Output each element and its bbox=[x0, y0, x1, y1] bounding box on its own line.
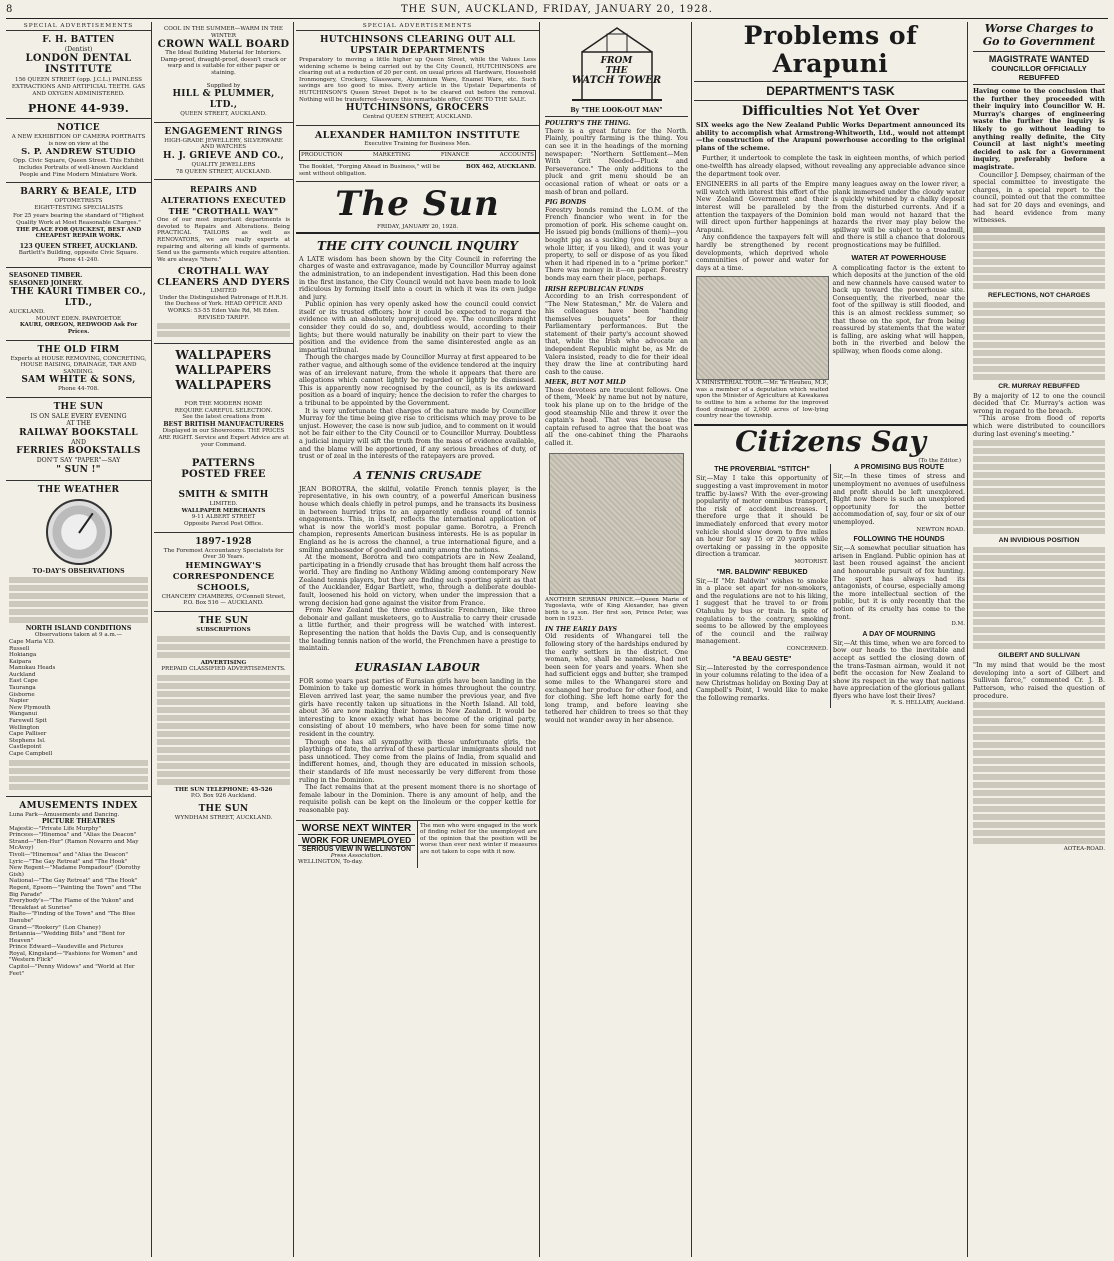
letter-item bbox=[696, 466, 828, 565]
sunsale-l3: AT THE bbox=[66, 420, 91, 428]
letter-body: Sir,—In these times of stress and unemployment no avenues of usefulness and profit should be left unexplored. Right now there is such an unexplored opportunity for the better accommodation of, say, four or six of our unemployed. bbox=[833, 472, 965, 526]
editorial3-p2: Though one has all sympathy with these unfortunate girls, the playthings of fate, the arrival of these particular immigrants should not pass unnoticed. They come from the plains of India, from squalid and indifferent homes, and, though they are educated in mission schools, their standards of life must necessarily be very different from those ruling in the Dominion. bbox=[299, 737, 536, 784]
sunsale-l1: THE SUN bbox=[53, 401, 104, 412]
barry-sub2: EIGHT-TESTING SPECIALISTS bbox=[34, 204, 123, 211]
weather-station: Cape Maria V.D. bbox=[9, 638, 55, 645]
weather-station: Tauranga bbox=[9, 685, 36, 692]
charges-p5: "In my mind that would be the most developing into a sort of Gilbert and Sullivan farce," commented Cr. J. B. Patterson, who raised the question of procedure. bbox=[973, 661, 1105, 700]
crothall-title: CROTHALL WAY CLEANERS AND DYERS bbox=[157, 266, 290, 289]
hemingway-box: P.O. Box 516 — AUCKLAND. bbox=[183, 600, 264, 607]
worse-h2: WORK FOR UNEMPLOYED bbox=[298, 835, 415, 846]
smith-address2: Opposite Parcel Post Office. bbox=[183, 521, 263, 527]
barry-address: 123 QUEEN STREET, AUCKLAND. bbox=[19, 242, 138, 250]
amusement-item: Tivoli—"Hinemoa" and "Alias the Deacon" bbox=[9, 851, 128, 858]
sun-info-title: THE SUN bbox=[198, 615, 249, 626]
irish-funds-title: IRISH REPUBLICAN FUNDS bbox=[545, 285, 644, 293]
arapuni-right-top: many leagues away on the lower river, a plank immersed under the cloudy water is quickly whitened by a chalky deposit from the disturbed currents. And if a bold man would not hazard that the hazards the river may play below the spillway will be subject to a treadmill, and there is still a chance that dolorous prognostications may be fulfilled. bbox=[832, 180, 965, 249]
oldfirm-name: SAM WHITE & SONS, bbox=[21, 375, 136, 386]
poultry-title: POULTRY'S THE THING. bbox=[545, 120, 631, 128]
weather-station: Cape Palliser bbox=[9, 731, 47, 738]
weather-title: THE WEATHER bbox=[37, 484, 120, 495]
crown-address: QUEEN STREET, AUCKLAND. bbox=[180, 111, 267, 118]
crown-supplied: Supplied by bbox=[206, 82, 241, 89]
editorial-eurasian bbox=[296, 655, 539, 817]
watch-tower-icon bbox=[562, 24, 672, 104]
wallpapers-body: See the latest creations from bbox=[182, 414, 265, 421]
weather-station: Farewell Spit bbox=[9, 718, 47, 725]
hutch-address: Central QUEEN STREET, AUCKLAND. bbox=[362, 114, 473, 121]
weather-station: Napier bbox=[9, 698, 29, 705]
letter-item bbox=[833, 631, 965, 707]
repairs-title: REPAIRS AND ALTERATIONS EXECUTED THE "CROTHALL WAY" bbox=[161, 184, 286, 217]
hamilton-tab: ACCOUNTS bbox=[499, 152, 534, 159]
hemingway-year: 1897-1928 bbox=[195, 536, 252, 547]
magistrate-wanted: MAGISTRATE WANTED bbox=[973, 51, 1105, 64]
amusement-item: Grand—"Rookery" (Lon Chaney) bbox=[9, 924, 101, 931]
editorial2-p1: JEAN BOROTRA, the skilful, volatile French tennis player, is the representative, in his own country, of a powerful American business house which deals chiefly in petrol pumps, and he transacts its business in between hurried trips to an apparently endless round of tennis engagements. This, in itself, reflects the international application of what is now the world's most popular game. Borotra, a French champion, represents American business interests. He is as popular in England as he is across the channel, a true international figure, and a smiling ambassador of goodwill and amity among the nations. bbox=[299, 484, 536, 554]
tower-label-watch: WATCH TOWER bbox=[571, 75, 662, 86]
councillor-rebuffed: COUNCILLOR OFFICIALLY REBUFFED bbox=[973, 64, 1105, 85]
kauri-name: THE KAURI TIMBER CO., LTD., bbox=[10, 287, 147, 309]
letter-item bbox=[833, 464, 965, 533]
crown-firm: HILL & PLUMMER, LTD., bbox=[172, 89, 275, 111]
water-powerhouse-title: WATER AT POWERHOUSE bbox=[851, 252, 947, 262]
letter-title: FOLLOWING THE HOUNDS bbox=[853, 536, 945, 544]
editorial1-p1: A LATE wisdom has been shown by the City Council in referring the charges of waste and extravagance, made by Councillor Murray against the administration, to an independent investigation. Had this been done in the first instance, the City Council would not have been made to look ridiculous by forming itself into a court in which it was its own judge and jury. bbox=[299, 254, 536, 301]
amusements-sub: Luna Park—Amusements and Dancing. bbox=[9, 811, 120, 818]
oldfirm-title: THE OLD FIRM bbox=[37, 344, 120, 355]
letter-body: Sir,—May I take this opportunity of suggesting a vast improvement in motor traffic by-laws? With the ever-growing popularity of motor omnibus transport, the risk of accident increases. I therefore urge that it should be immediately enforced that every motor vehicle should slow down to five miles an hour for say 15 or 20 yards while overtaking or passing in the opposite direction a tramcar. bbox=[696, 474, 828, 559]
letter-signature: CONCERNED. bbox=[786, 645, 828, 652]
ad-notice bbox=[6, 119, 151, 183]
batten-name: F. H. BATTEN bbox=[42, 35, 115, 45]
letters-list bbox=[694, 464, 967, 707]
wallpapers-brand: BEST BRITISH MANUFACTURERS bbox=[163, 421, 284, 429]
letter-title: A DAY OF MOURNING bbox=[862, 630, 936, 638]
editorial1-p2: Public opinion has very openly asked how the council could convict itself or its trusted officers; how it could be expected to regard the evidence with an absolutely unprejudiced eye. The councillors might consider they could do so, and, doubtless would, according to their lights; but there would naturally be inability on their part to view the position and the evidence from the same disinterested angle as an impartial tribunal. bbox=[299, 300, 536, 354]
worse-h1: WORSE NEXT WINTER bbox=[298, 823, 415, 835]
weather-station: Wellington bbox=[9, 724, 40, 731]
charges-p4: "This arose from flood of reports which were distributed to councillors during last evening's meeting." bbox=[973, 414, 1105, 438]
editorial-city-council bbox=[296, 234, 539, 463]
sunsale-l2: IS ON SALE EVERY EVENING bbox=[30, 412, 127, 420]
crown-body: The Ideal Building Material for Interiors. Damp-proof, draught-proof, doesn't crack or warp and is suitable for either paper or staining. bbox=[160, 50, 287, 76]
letter-title: THE PROVERBIAL "STITCH" bbox=[714, 466, 810, 474]
hamilton-tab: MARKETING bbox=[372, 152, 411, 159]
smith-name: SMITH & SMITH bbox=[178, 490, 269, 501]
hutch-title: HUTCHINSONS CLEARING OUT ALL UPSTAIR DEPARTMENTS bbox=[320, 35, 515, 56]
letter-item bbox=[696, 656, 828, 703]
hamilton-tabs bbox=[299, 150, 536, 161]
smith-sub: LIMITED. bbox=[209, 501, 238, 508]
weather-station: Hokianga bbox=[9, 652, 37, 659]
worse-next-winter-block bbox=[296, 820, 539, 868]
wallpapers-sub2: REQUIRE CAREFUL SELECTION. bbox=[174, 407, 273, 414]
masthead-line bbox=[6, 4, 1108, 19]
editorial3-title: EURASIAN LABOUR bbox=[354, 660, 481, 674]
sunsale-l6: FERRIES BOOKSTALLS bbox=[16, 446, 141, 457]
citizens-say-title: Citizens Say bbox=[735, 424, 926, 458]
special-ads-label-2: SPECIAL ADVERTISEMENTS bbox=[296, 22, 539, 31]
tower-label-the: THE bbox=[605, 66, 628, 76]
crothall-body: Under the Distinguished Patronage of H.R.H. the Duchess of York. HEAD OFFICE AND WORKS: 53-55 Eden Vale Rd, Mt Eden. REVISED TARIFF. bbox=[159, 294, 288, 321]
worse-source: Press Association. bbox=[330, 852, 383, 859]
charges-p3: By a majority of 12 to one the council decided that Cr. Murray's action was wrong in regard to the breach. bbox=[973, 391, 1105, 415]
weather-obs-header: Observations taken at 9 a.m.— bbox=[34, 632, 123, 639]
ad-repairs bbox=[154, 180, 293, 344]
batten-inst1: LONDON DENTAL bbox=[25, 53, 132, 65]
north-island-title: NORTH ISLAND CONDITIONS bbox=[25, 624, 132, 632]
weather-station: Cape Campbell bbox=[9, 751, 53, 757]
picture-theatres-title: PICTURE THEATRES bbox=[41, 818, 116, 826]
batten-body: 156 QUEEN STREET (opp. J.C.L.) PAINLESS EXTRACTIONS AND ARTIFICIAL TEETH. GAS AND OXYGEN ADMINISTERED. bbox=[11, 77, 146, 97]
amusement-item: Rialto—"Finding of the Town" and "The Blue Danube" bbox=[9, 911, 136, 924]
sun-info-foot: THE SUN bbox=[198, 803, 249, 814]
amusement-item: Majestic—"Private Life Murphy" bbox=[9, 825, 101, 832]
kauri-pre2: SEASONED JOINERY. bbox=[9, 279, 84, 287]
amusement-item: Prince Edward—Vaudeville and Pictures bbox=[9, 944, 124, 951]
weather-station-list bbox=[9, 639, 148, 758]
arapuni-deck: Difficulties Not Yet Over bbox=[741, 104, 920, 119]
irish-funds-body: According to an Irish correspondent of "The New Statesman," Mr. de Valera and his colleagues have been "handing themselves bouquets" for their Parliamentary performances. But the statement of their party's account showed that, while the Irish who advocate an independent Republic might be, as Mr. de Valera insisted, ready to die for their ideal they draw the line at contributing hard cash to the cause. bbox=[545, 291, 688, 376]
engage-title: ENGAGEMENT RINGS bbox=[164, 126, 283, 137]
letter-item bbox=[696, 569, 828, 653]
charges-signature: AOTEA-ROAD. bbox=[1063, 846, 1105, 853]
arapuni-lead: SIX weeks ago the New Zealand Public Works Department announced its ability to accomplish what Armstrong-Whitworth, Ltd., would not attempt—the construction of the Arapuni powerhouse according to the original plans of the scheme. bbox=[696, 121, 965, 152]
meek-body: Those devotees are truculent fellows. One of them, 'Meek' by name but not by nature, took his plane up on to the bridge of the good steamship Nile and threw it over the captain's head. That was because the captain refused to agree that the boat was all the one-cabinet thing the Pharaohs called it. bbox=[545, 385, 688, 447]
editorial-tennis bbox=[296, 463, 539, 655]
wallpapers-sub1: FOR THE MODERN HOME bbox=[184, 401, 263, 408]
patterns-l1: PATTERNS bbox=[191, 458, 256, 470]
editorial1-title: THE CITY COUNCIL INQUIRY bbox=[317, 238, 518, 253]
worse-body: The men who were engaged in the work of finding relief for the unemployed are of the opinion that the position will be worse than ever next winter if measures are not taken to cope with it now. bbox=[420, 822, 537, 855]
ministerial-tour-caption: A MINISTERIAL TOUR.—Mr. Te Heuheu, M.P., was a member of a deputation which waited upon the Minister of Agriculture at Kawakawa to outline to him a scheme for the improved flood drainage of 2,000 acres of low-lying country near the township. bbox=[696, 380, 829, 420]
pig-bonds-body: Forestry bonds remind the L.O.M. of the French financier who went in for the promotion of pork. His scheme caught on. He issued pig bonds (millions of them)—you bought pig as a sucking (you could buy a whole litter, if you liked), and it was your property, to sell or dispose of as you liked when it had ripened in to a "prime porker." There was money in it—on paper. Forestry bonds may earn their place, perhaps. bbox=[545, 205, 688, 282]
column-advertisements-left bbox=[6, 22, 152, 1257]
special-ads-label: SPECIAL ADVERTISEMENTS bbox=[6, 22, 151, 31]
sun-info-box bbox=[154, 612, 293, 826]
barry-address2: Bartlett's Building, opposite Civic Square. bbox=[18, 250, 139, 257]
sunsale-l5: AND bbox=[71, 438, 86, 446]
engage-address: 78 QUEEN STREET, AUCKLAND. bbox=[175, 168, 272, 175]
ad-engagement-rings bbox=[154, 123, 293, 180]
worse-h3: SERIOUS VIEW IN WELLINGTON bbox=[301, 845, 412, 853]
charges-headline-2: Go to Government bbox=[982, 35, 1096, 48]
serbian-prince-photo bbox=[549, 453, 684, 595]
ad-kauri-timber bbox=[6, 268, 151, 340]
crown-title: CROWN WALL BOARD bbox=[157, 39, 290, 51]
repairs-body: One of our most important departments is devoted to Repairs and Alterations. Being PRACTICAL TAILORS as well as RENOVATORS, we are really experts at repairing and altering all kinds of garments. Send us the garments which require attention. We are always "there." bbox=[157, 217, 290, 263]
invidious-position-subhead: AN INVIDIOUS POSITION bbox=[998, 537, 1080, 545]
amusement-item: Strand—"Ben-Hur" (Ramon Novarro and May McAvoy) bbox=[9, 838, 139, 852]
letter-signature: R. S. HELLABY, Auckland. bbox=[890, 700, 965, 707]
notice-body: A NEW EXHIBITION OF CAMERA PORTRAITS is now on view at the bbox=[11, 134, 146, 147]
barry-body: For 25 years bearing the standard of "Highest Quality Work at Most Reasonable Charges." bbox=[12, 213, 145, 226]
sun-info-foot2: WYNDHAM STREET, AUCKLAND. bbox=[174, 814, 273, 821]
barometer-icon bbox=[46, 499, 112, 565]
sun-info-telephone: THE SUN TELEPHONE: 45-526 bbox=[174, 786, 273, 793]
ad-hemingway bbox=[154, 533, 293, 612]
editorial2-p3: From New Zealand the three enthusiastic Frenchmen, like three debonair and gallant musketeers, go to Australia to carry their crusade a little further, and their progress will be watched with interest. Representing the nation that holds the Davis Cup, and is consequently the leading tennis nation of the world, the Frenchmen have a prestige to maintain. bbox=[299, 606, 536, 653]
hemingway-body: The Foremost Accountancy Specialists for Over 30 Years. bbox=[163, 547, 284, 561]
amusement-item: Regent, Epsom—"Painting the Town" and "The Big Parade" bbox=[9, 884, 142, 898]
wallpapers-heading: WALLPAPERS bbox=[175, 378, 272, 393]
poultry-body: There is a great future for the North. Plainly, poultry farming is the thing. You can see it in the headings of the morning newspaper: "Northern Settlement—Men With Grit Needed—Pluck and Perseverance." The only additions to the pluck and grit menu should be an occasional ration of wheat or oats or a mash of bran and pollard. bbox=[545, 126, 688, 196]
amusement-item: Capitol—"Penny Widows" and "World at Her Feet" bbox=[9, 964, 135, 977]
murray-rebuffed-subhead: CR. MURRAY REBUFFED bbox=[998, 382, 1080, 390]
amusement-item: Royal, Kingsland—"Fashions for Women" and "Western Flick" bbox=[9, 950, 138, 964]
hamilton-tab: PRODUCTION bbox=[301, 152, 343, 159]
letter-signature: NEWTON ROAD. bbox=[916, 526, 965, 533]
editorial3-p1: FOR some years past parties of Eurasian girls have been landing in the Dominion to take up domestic work in homes throughout the country. Eleven arrived last year, the same number the previous year, and five girls have recently taken up situations in the North Island. All told, about 36 are now making their homes in New Zealand. It would be interesting to know exactly what has become of the original party, consisting of about 10 members, who have been for some time now resident in the country. bbox=[299, 676, 536, 738]
smith-address: 9-11 ALBERT STREET bbox=[191, 514, 256, 521]
ad-wallpapers bbox=[154, 344, 293, 532]
letter-title: "A BEAU GESTE" bbox=[732, 655, 792, 663]
amusements-list bbox=[9, 826, 148, 978]
editorial1-p3: Though the charges made by Councillor Murray at first appeared to be rather vague, and although some of the evidence tendered at the inquiry was of an irrelevant nature, from the whole it appears that there are allegations which cannot lightly be regarded or lightly be dismissed. This is apparently now recognised by the council, as is its awkward position as a board of inquiry; hence the decision to refer the charges to a tribunal to be appointed by the Government. bbox=[299, 353, 536, 407]
letter-signature: D.M. bbox=[951, 621, 965, 628]
weather-station: Kaipara bbox=[9, 658, 32, 665]
letter-body: Sir,—At this time, when we are forced to bow our heads to the inevitable and accept as settled the closing down of the trans-Tasman airman, would it not befit the occasion for New Zealand to show its respect in the way that nations have appreciation of the glorious gallant flyers who have lost their lives? bbox=[833, 638, 965, 700]
gilbert-sullivan-subhead: GILBERT AND SULLIVAN bbox=[998, 652, 1080, 660]
hamilton-box: BOX 462, AUCKLAND. bbox=[466, 163, 536, 170]
citizens-say-section bbox=[694, 424, 967, 708]
arapuni-headline: Problems of Arapuni bbox=[743, 22, 918, 78]
arapuni-subhead: DEPARTMENT'S TASK bbox=[694, 81, 967, 101]
hamilton-sub: Executive Training for Business Men. bbox=[364, 140, 471, 147]
column-editorials bbox=[296, 22, 540, 1257]
notice-title: NOTICE bbox=[57, 123, 100, 134]
sun-info-box-number: P.O. Box 926 Auckland. bbox=[190, 793, 257, 800]
weather-station: Auckland bbox=[9, 671, 36, 678]
amusement-item: Princess—"Hinemoa" and "Alias the Deacon" bbox=[9, 832, 137, 839]
watch-tower-byline: By "THE LOOK-OUT MAN" bbox=[545, 107, 688, 117]
ad-batten bbox=[6, 31, 151, 119]
sun-info-advertising: ADVERTISING bbox=[200, 659, 247, 666]
hemingway-name: HEMINGWAY'S CORRESPONDENCE SCHOOLS, bbox=[172, 560, 275, 593]
barry-body2: THE PLACE FOR QUICKEST, BEST AND CHEAPEST REPAIR WORK. bbox=[15, 226, 142, 240]
barry-sub: OPTOMETRISTS bbox=[54, 198, 103, 205]
oldfirm-body: Experts at HOUSE REMOVING, CONCRETING, HOUSE RAISING, DRAINAGE, TAR AND SANDING. bbox=[10, 355, 147, 375]
early-days-body: Old residents of Whangarei tell the following story of the hardships endured by the early settlers in the district. One woman, who, shall be nameless, had not been seen for years and years. When she had sufficient eggs and butter, she tramped some miles to the Whangarei store and exchanged her produce for other food, and for clothing. She left home early for the long tramp, and before leaving she tethered her children to trees so that they would not wander away in her absence. bbox=[545, 632, 688, 724]
arapuni-p3: ENGINEERS in all parts of the Empire will watch with interest this effort of the New Zealand Government and their interest will be paralleled by the attention the taxpayers of the Dominion will direct upon further happenings at Arapuni. bbox=[696, 180, 829, 234]
batten-sub: (Dentist) bbox=[64, 46, 93, 53]
charges-p2: Councillor J. Dempsey, chairman of the special committee to investigate the charges, in a special report to the council, pointed out that the committee had sat for 20 days and evenings, and had heard evidence from many witnesses. bbox=[973, 170, 1106, 225]
column-arapuni-citizens bbox=[694, 22, 968, 1257]
barry-phone: Phone 41-240. bbox=[58, 256, 99, 263]
letter-item bbox=[833, 536, 965, 628]
engage-firm: H. J. GRIEVE AND CO., bbox=[163, 150, 284, 161]
editorial1-p4: It is very unfortunate that charges of the nature made by Councillor Murray for the time being give rise to criticisms which may prove to be unjust. However, the case is now sub judice, and to comment on it would not be fair either to the City Council or to Councillor Murray. Doubtless a judicial inquiry will sift the truth from the mass of evidence available, and the blame will be apportioned, if any serious breaches of duty, of trust or of zeal in the interests of the ratepayers are proved. bbox=[299, 406, 536, 461]
letter-body: Sir,—If "Mr. Baldwin" wishes to smoke in a place set apart for non-smokers, and the regulations are not to his liking, I suggest that he travel to or from Otahuhu by bus or train. In spite of regulations to the contrary, smoking seems to be allowed by the employees of the council and the railway management. bbox=[696, 576, 828, 646]
batten-inst2: INSTITUTE bbox=[44, 64, 113, 76]
citizens-say-sub: (To the Editor.) bbox=[918, 457, 961, 464]
pig-bonds-title: PIG BONDS bbox=[545, 199, 587, 207]
worse-dateline: WELLINGTON, To-day. bbox=[298, 859, 363, 866]
sunsale-l8: " SUN !" bbox=[56, 464, 101, 475]
crown-pre: COOL IN THE SUMMER—WARM IN THE WINTER bbox=[164, 26, 283, 39]
arapuni-p4: Any confidence the taxpayers felt will hardly be strengthened by recent developments, which deprived whole communities of power and water for days at a time. bbox=[696, 233, 829, 272]
ad-hamilton-institute bbox=[296, 126, 539, 182]
amusement-item: New Regent—"Madame Pompadour" (Dorothy Gish) bbox=[9, 865, 141, 878]
arapuni-body-columns bbox=[696, 181, 965, 420]
letter-body: Sir,—A somewhat peculiar situation has arisen in England. Public opinion has at last been roused against the ancient and honourable pursuit of fox hunting. The sport has always had its antagonists, of course, especially among the more intellectual section of the public, but it is only recently that the notion of its cruelty has come to the front. bbox=[833, 544, 965, 621]
kauri-city: AUCKLAND. bbox=[9, 309, 45, 316]
water-powerhouse-body: A complicating factor is the extent to which deposits at the junction of the old and new channels have caused water to back up toward the powerhouse site. Consequently, the riverbed, near the foot of the spillway is still flooded, and this is an almost reckless summer, so that those on the spot, far from being reassured by statements that the water is falling, are asking what will happen, both in the riverbed and below the spillway, when floods come along. bbox=[832, 263, 965, 356]
smith-body: WALLPAPER MERCHANTS bbox=[181, 507, 266, 514]
sun-info-advertising2: PREPAID CLASSIFIED ADVERTISEMENTS. bbox=[161, 666, 286, 673]
weather-station: East Cape bbox=[9, 678, 38, 685]
editorial3-p3: The fact remains that at the present moment there is no shortage of female labour in the Dominion. There is any amount of help, and the requisite polish can be kept on the linoleum or the copper kettle for reasonable pay. bbox=[299, 783, 536, 814]
sunsale-l7: DON'T SAY "PAPER"—SAY bbox=[36, 457, 121, 465]
arapuni-p2: Further, it undertook to complete the task in eighteen months, of which period one-twelfth has already elapsed, without revealing any appreciable advance since the department took over. bbox=[696, 154, 965, 178]
ministerial-tour-photo bbox=[696, 276, 829, 380]
weather-station: Wanganui bbox=[9, 711, 38, 718]
hamilton-title: ALEXANDER HAMILTON INSTITUTE bbox=[314, 129, 521, 141]
letter-title: A PROMISING BUS ROUTE bbox=[854, 464, 944, 472]
engage-sub: HIGH-GRADE JEWELLERY, SILVERWARE AND WATCHES bbox=[164, 137, 283, 151]
weather-station: Castlepoint bbox=[9, 744, 42, 751]
oldfirm-phone: Phone 44-708. bbox=[58, 386, 99, 393]
weather-station: Gisborne bbox=[9, 691, 35, 698]
column-advertisements-second bbox=[154, 22, 294, 1257]
hamilton-tab: FINANCE bbox=[440, 152, 470, 159]
letter-body: Sir,—Interested by the correspondence in your columns relating to the idea of a new Christmas holiday on Boxing Day at Campbell's Point, I would like to make the following remarks. bbox=[696, 663, 828, 702]
charges-p1: Having come to the conclusion that the further they proceeded with their inquiry into Councillor W. H. Murray's charges of engineering waste the further the inquiry is likely to go without leading to anything really definite, the City Council at last night's meeting decided to ask for a Government inquiry, preferably before a magistrate. bbox=[973, 87, 1105, 171]
wallpapers-body2: Displayed in our Showrooms. THE PRICES ARE RIGHT. Service and Expert Advice are at your Command. bbox=[158, 428, 289, 448]
hutch-name: HUTCHINSONS, GROCERS bbox=[345, 103, 490, 114]
editorial2-title: A TENNIS CRUSADE bbox=[353, 468, 482, 482]
early-days-title: IN THE EARLY DAYS bbox=[545, 625, 617, 633]
kauri-address: MOUNT EDEN. PAPATOETOE bbox=[35, 315, 122, 322]
sun-logo: The Sun bbox=[335, 184, 500, 225]
weather-station: New Plymouth bbox=[9, 704, 51, 711]
kauri-pre1: SEASONED TIMBER. bbox=[9, 272, 83, 280]
sunsale-l4: RAILWAY BOOKSTALL bbox=[19, 427, 138, 438]
notice-studio: S. P. ANDREW STUDIO bbox=[21, 147, 136, 158]
kauri-body: KAURI, OREGON, REDWOOD Ask For Prices. bbox=[19, 322, 138, 335]
page-number: 8 bbox=[6, 4, 14, 15]
ad-old-firm bbox=[6, 341, 151, 398]
hutch-body: Preparatory to moving a little higher up Queen Street, while the Values Less widening scheme is being carried out by the City Council, HUTCHINSONS are clearing out at a reduction of 20 per cent. on usual prices all Hardware, Household Ironmongery, Crockery, Glassware, Aluminium Ware, Enamel Ware, etc. Such savings are too good to miss. Every article in the Upstair Departments of HUTCHINSON'S Queen Street Depot is to be cleared out before the removal. Nothing will be transferred—hence this remarkable offer. COME TO THE SALE. bbox=[299, 57, 536, 103]
engage-quality: QUALITY JEWELLERS bbox=[191, 161, 256, 168]
ad-sun-on-sale bbox=[6, 398, 151, 481]
wallpapers-heading: WALLPAPERS bbox=[175, 363, 272, 378]
notice-body2: Opp. Civic Square, Queen Street. This Exhibit includes Portraits of well-known Auckland People and Fine Modern Miniature Work. bbox=[13, 158, 144, 178]
column-watch-tower bbox=[542, 22, 692, 1257]
amusement-item: National—"The Gay Retreat" and "The Hook" bbox=[9, 878, 138, 885]
sun-info-subscriptions: SUBSCRIPTIONS bbox=[196, 626, 251, 633]
weather-station: Stephens Isl. bbox=[9, 737, 46, 744]
weather-station: Russell bbox=[9, 645, 30, 652]
editorial2-p2: At the moment, Borotra and two compatriots are in New Zealand, participating in a friendly crusade that has brought them half across the world. They are finding no Anthony Wilding among contemporary New Zealand tennis players, but they are finding such sporting spirit as that of the Aucklander, Edgar Bartlett, who, through a deliberate double-fault, loosened his hold on victory, when under the impression that a wrong decision had gone against the visitor from France. bbox=[299, 553, 536, 607]
barry-name: BARRY & BEALE, LTD bbox=[20, 187, 137, 198]
amusement-item: Lyric—"The Gay Retreat" and "The Hook" bbox=[9, 858, 128, 865]
meek-title: MEEK, BUT NOT MILD bbox=[545, 379, 626, 387]
ad-barry-beale bbox=[6, 183, 151, 268]
reflections-subhead: REFLECTIONS, NOT CHARGES bbox=[988, 291, 1090, 299]
amusements-index bbox=[6, 797, 151, 982]
tower-label-from: FROM bbox=[600, 56, 633, 66]
serbian-prince-caption: ANOTHER SERBIAN PRINCE.—Queen Marie of Yugoslavia, wife of King Alexander, has given birth to a son. Her first son, Prince Peter, was born in 1923. bbox=[545, 596, 688, 623]
amusements-title: AMUSEMENTS INDEX bbox=[19, 800, 138, 811]
column-council-charges bbox=[970, 22, 1108, 1257]
amusement-item: Britannia—"Wedding Bills" and "Bent for Heaven" bbox=[9, 931, 125, 944]
weather-section bbox=[6, 481, 151, 797]
wallpapers-list bbox=[157, 348, 290, 393]
amusement-item: Everybody's—"The Flame of the Yukon" and "Breakfast at Sunrise" bbox=[9, 898, 134, 911]
masthead-title: THE SUN, AUCKLAND, FRIDAY, JANUARY 20, 1928. bbox=[401, 4, 713, 15]
letter-title: "MR. BALDWIN" REBUKED bbox=[716, 568, 808, 576]
batten-phone: PHONE 44-939. bbox=[27, 102, 130, 116]
letter-signature: MOTORIST. bbox=[794, 558, 828, 565]
editorial-date: FRIDAY, JANUARY 20, 1928. bbox=[376, 224, 459, 231]
hemingway-address: CHANCERY CHAMBERS, O'Connell Street, bbox=[161, 593, 286, 600]
wallpapers-heading: WALLPAPERS bbox=[175, 348, 272, 363]
charges-headline-1: Worse Charges to bbox=[984, 22, 1094, 35]
weather-obs-title: TO-DAY'S OBSERVATIONS bbox=[32, 567, 125, 575]
patterns-l2: POSTED FREE bbox=[181, 469, 266, 481]
ad-crown-wall-board bbox=[154, 22, 293, 123]
ad-hutchinsons bbox=[296, 31, 539, 126]
hamilton-booklet: The Booklet, "Forging Ahead in Business," will be sent without obligation. bbox=[299, 163, 440, 177]
crothall-sub: LIMITED bbox=[210, 288, 237, 295]
weather-station: Manukau Heads bbox=[9, 665, 56, 672]
sun-logo-block bbox=[296, 182, 539, 234]
